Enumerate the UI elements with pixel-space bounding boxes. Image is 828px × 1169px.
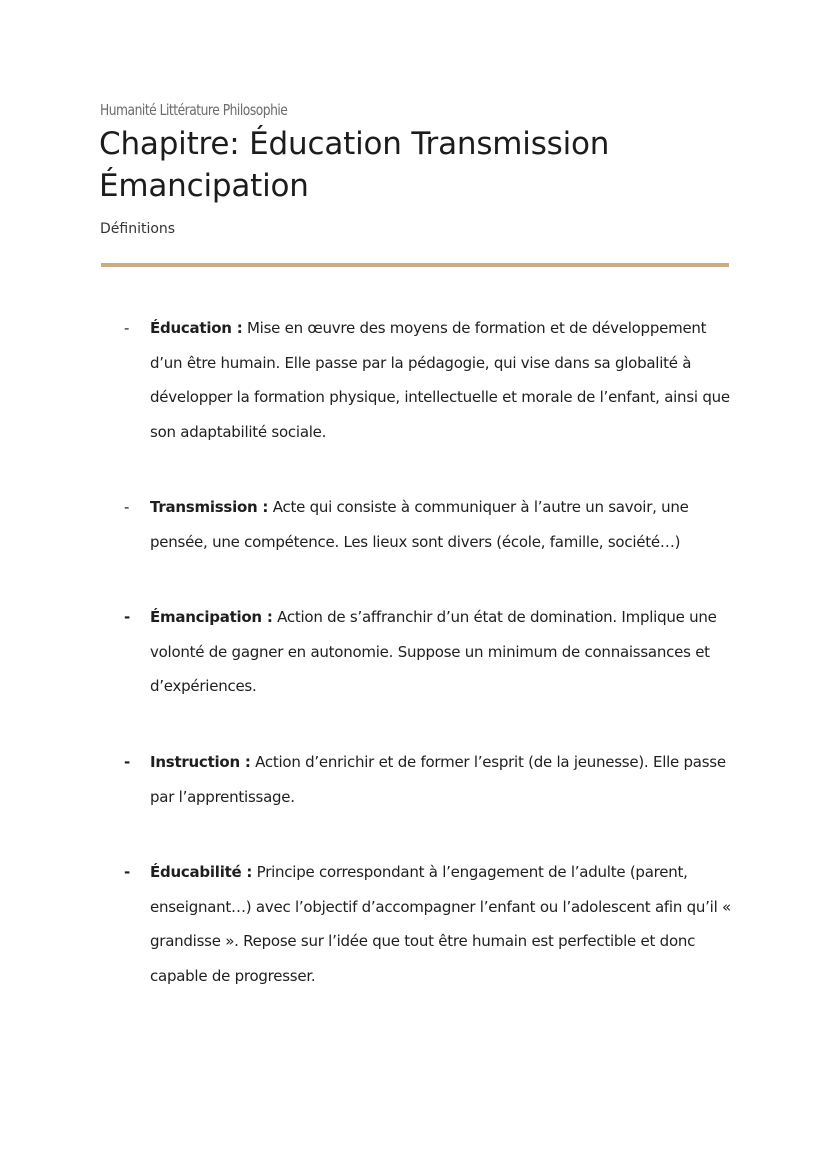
definition-term: Transmission :	[150, 498, 269, 516]
definition-text: Action de s’affranchir d’un état de domination. Implique une volonté de gagner en autonomie. Suppose un minimum de connaissances et d’expériences.	[150, 608, 717, 695]
list-bullet: -	[124, 863, 130, 881]
definition-text: Principe correspondant à l’engagement de l’adulte (parent, enseignant…) avec l’objectif d’accompagner l’enfant ou l’adolescent afin qu’il « grandisse ». Repose sur l’idée que tout être humain est perfectible et donc capable de progresser.	[150, 863, 731, 985]
definition-text: Acte qui consiste à communiquer à l’autre un savoir, une pensée, une compétence. Les lieux sont divers (école, famille, société…)	[150, 498, 689, 551]
definition-item-education	[124, 311, 740, 449]
definition-term: Éducabilité :	[150, 863, 253, 881]
definition-item-transmission	[124, 490, 740, 559]
definition-term: Éducation :	[150, 319, 243, 337]
definition-item-instruction	[124, 745, 740, 814]
definition-term: Instruction :	[150, 753, 251, 771]
definition-text: Mise en œuvre des moyens de formation et de développement d’un être humain. Elle passe par la pédagogie, qui vise dans sa globalité à développer la formation physique, intellectuelle et morale de l’enfant, ainsi que son adaptabilité sociale.	[150, 319, 730, 441]
definition-text: Action d’enrichir et de former l’esprit (de la jeunesse). Elle passe par l’apprentissage.	[150, 753, 726, 806]
definition-item-educabilite	[124, 855, 740, 993]
section-subtitle: Définitions	[100, 221, 176, 237]
definition-item-emancipation	[124, 600, 740, 704]
course-supertitle: Humanité Littérature Philosophie	[100, 101, 288, 119]
list-bullet: -	[124, 319, 130, 337]
list-bullet: -	[124, 753, 130, 771]
header-divider	[101, 263, 729, 267]
page-title: Chapitre: Éducation Transmission Émancipation	[99, 126, 610, 204]
list-bullet: -	[124, 608, 130, 626]
definition-term: Émancipation :	[150, 608, 273, 626]
list-bullet: -	[124, 498, 130, 516]
